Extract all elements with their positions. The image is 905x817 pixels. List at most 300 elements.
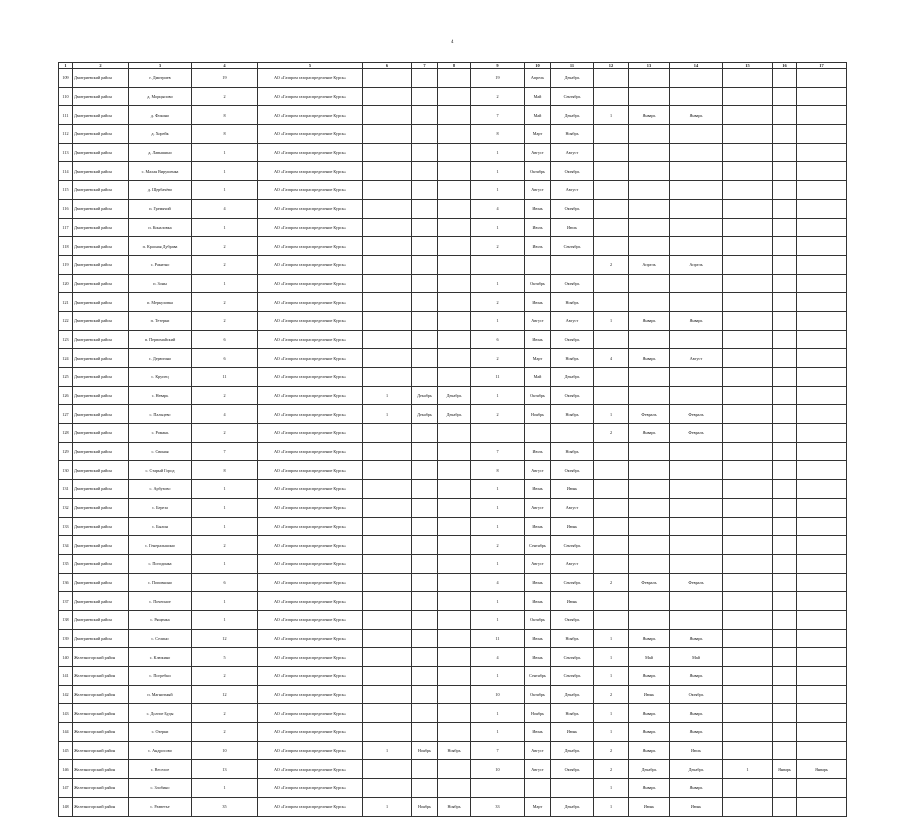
table-cell: Октябрь [551, 199, 594, 218]
table-cell [363, 685, 412, 704]
table-cell [629, 442, 670, 461]
table-cell [797, 648, 847, 667]
table-cell [412, 349, 438, 368]
table-cell [670, 536, 723, 555]
table-cell: 1 [471, 498, 525, 517]
table-cell [594, 87, 629, 106]
table-cell: Июнь [525, 293, 551, 312]
table-cell [797, 573, 847, 592]
table-cell [594, 368, 629, 387]
table-cell: АО «Газпром газораспределение Курск» [258, 685, 363, 704]
table-cell: 2 [192, 723, 258, 742]
table-cell [412, 293, 438, 312]
table-row [59, 667, 847, 686]
table-cell: Дмитриевский район [73, 218, 129, 237]
table-cell [438, 461, 471, 480]
table-cell: Дмитриевский район [73, 368, 129, 387]
table-cell [670, 274, 723, 293]
table-cell: Август [670, 349, 723, 368]
table-cell: г. Дмитриев [129, 69, 192, 88]
table-cell: 7 [471, 741, 525, 760]
table-cell [773, 554, 797, 573]
table-cell: АО «Газпром газораспределение Курск» [258, 667, 363, 686]
table-cell [594, 554, 629, 573]
table-cell [412, 330, 438, 349]
table-cell [670, 69, 723, 88]
table-cell [797, 461, 847, 480]
table-row [59, 237, 847, 256]
table-cell [723, 143, 773, 162]
table-cell [594, 293, 629, 312]
table-cell: Железногорский район [73, 723, 129, 742]
table-cell [438, 480, 471, 499]
table-cell: 117 [59, 218, 73, 237]
table-cell [594, 237, 629, 256]
table-cell: Декабрь [551, 368, 594, 387]
table-row [59, 255, 847, 274]
table-cell [797, 368, 847, 387]
table-cell: Февраль [629, 405, 670, 424]
table-cell: Август [525, 741, 551, 760]
table-cell: АО «Газпром газораспределение Курск» [258, 461, 363, 480]
table-cell [438, 760, 471, 779]
table-cell: с. Пальцево [129, 405, 192, 424]
table-cell: Октябрь [551, 461, 594, 480]
table-cell: АО «Газпром газораспределение Курск» [258, 648, 363, 667]
table-cell: 1 [471, 723, 525, 742]
table-cell [670, 125, 723, 144]
table-cell: АО «Газпром газораспределение Курск» [258, 779, 363, 798]
table-cell [412, 536, 438, 555]
table-cell: Дмитриевский район [73, 386, 129, 405]
table-cell: АО «Газпром газораспределение Курск» [258, 274, 363, 293]
table-cell: 129 [59, 442, 73, 461]
table-cell: 11 [471, 368, 525, 387]
table-cell [797, 667, 847, 686]
table-cell [773, 330, 797, 349]
table-cell: Октябрь [551, 330, 594, 349]
table-cell [670, 293, 723, 312]
table-cell [723, 797, 773, 816]
table-cell [438, 536, 471, 555]
table-cell: АО «Газпром газораспределение Курск» [258, 255, 363, 274]
table-cell: Октябрь [525, 610, 551, 629]
table-cell: п. Меркуловка [129, 293, 192, 312]
table-cell [412, 87, 438, 106]
table-cell [670, 610, 723, 629]
table-cell: 1 [594, 648, 629, 667]
table-cell [723, 330, 773, 349]
table-cell: 1 [192, 610, 258, 629]
table-cell [363, 125, 412, 144]
table-cell: 1 [192, 517, 258, 536]
table-cell [723, 685, 773, 704]
table-cell [363, 143, 412, 162]
table-cell: Дмитриевский район [73, 442, 129, 461]
table-cell: Октябрь [551, 610, 594, 629]
table-cell [438, 87, 471, 106]
table-cell: Железногорский район [73, 760, 129, 779]
table-cell: д. Лавышино [129, 143, 192, 162]
table-cell: с. Андросово [129, 741, 192, 760]
table-cell: Дмитриевский район [73, 629, 129, 648]
table-cell: Июль [525, 218, 551, 237]
table-cell: Июнь [629, 797, 670, 816]
table-cell: Октябрь [670, 685, 723, 704]
table-cell: Январь [670, 311, 723, 330]
table-cell [670, 87, 723, 106]
table-cell: Август [525, 498, 551, 517]
table-cell: Январь [629, 779, 670, 798]
table-cell: с. Дерюгино [129, 349, 192, 368]
table-cell [723, 218, 773, 237]
table-cell [773, 405, 797, 424]
table-cell: д. Хорейк [129, 125, 192, 144]
table-cell [797, 424, 847, 443]
table-cell: 119 [59, 255, 73, 274]
table-cell [670, 554, 723, 573]
table-row [59, 442, 847, 461]
table-cell [438, 125, 471, 144]
table-cell [438, 106, 471, 125]
table-cell: 2 [192, 311, 258, 330]
table-cell: 8 [192, 461, 258, 480]
table-cell [797, 218, 847, 237]
table-cell [773, 424, 797, 443]
table-cell: д. Щербачёво [129, 181, 192, 200]
table-cell: 1 [471, 386, 525, 405]
table-cell [438, 498, 471, 517]
table-cell: с. Поповкино [129, 573, 192, 592]
table-cell [363, 368, 412, 387]
table-cell: 138 [59, 610, 73, 629]
table-cell [797, 405, 847, 424]
table-cell: Дмитриевский район [73, 517, 129, 536]
table-cell: Сентябрь [551, 667, 594, 686]
table-cell [594, 442, 629, 461]
table-cell: Дмитриевский район [73, 274, 129, 293]
table-cell: АО «Газпром газораспределение Курск» [258, 330, 363, 349]
table-cell: Август [551, 143, 594, 162]
table-cell: Август [551, 554, 594, 573]
table-cell: 1 [192, 274, 258, 293]
table-cell [438, 667, 471, 686]
table-cell [797, 106, 847, 125]
table-cell [773, 293, 797, 312]
table-cell: 1 [471, 667, 525, 686]
table-cell [773, 274, 797, 293]
table-cell: Январь [629, 424, 670, 443]
table-cell [629, 592, 670, 611]
table-cell: Июнь [525, 330, 551, 349]
table-cell [438, 685, 471, 704]
table-cell [723, 424, 773, 443]
table-cell [412, 704, 438, 723]
table-cell [773, 498, 797, 517]
table-cell: 1 [594, 106, 629, 125]
table-cell [551, 255, 594, 274]
table-cell [629, 293, 670, 312]
table-cell: 4 [594, 349, 629, 368]
table-cell [773, 349, 797, 368]
table-cell [773, 69, 797, 88]
table-cell [438, 311, 471, 330]
table-cell: 6 [471, 330, 525, 349]
table-cell: 10 [471, 685, 525, 704]
table-cell: Железногорский район [73, 779, 129, 798]
table-cell [594, 274, 629, 293]
table-row [59, 143, 847, 162]
table-cell: Дмитриевский район [73, 255, 129, 274]
table-cell: Железногорский район [73, 797, 129, 816]
table-cell: п. Первомайский [129, 330, 192, 349]
table-cell [723, 311, 773, 330]
table-cell: Железногорский район [73, 685, 129, 704]
table-cell: Январь [670, 723, 723, 742]
table-cell: Июнь [525, 648, 551, 667]
table-cell [723, 125, 773, 144]
table-cell [670, 480, 723, 499]
table-cell [629, 368, 670, 387]
table-cell [773, 704, 797, 723]
table-cell [773, 106, 797, 125]
table-cell [438, 779, 471, 798]
table-cell [412, 667, 438, 686]
table-cell: п. Тетерки [129, 311, 192, 330]
table-cell: 1 [363, 797, 412, 816]
table-cell [723, 741, 773, 760]
table-cell [723, 554, 773, 573]
table-row [59, 461, 847, 480]
table-cell [363, 517, 412, 536]
table-cell: Ноябрь [551, 293, 594, 312]
table-row [59, 293, 847, 312]
table-cell: АО «Газпром газораспределение Курск» [258, 162, 363, 181]
table-cell [594, 592, 629, 611]
table-cell [363, 424, 412, 443]
table-cell [363, 480, 412, 499]
table-cell: 1 [594, 405, 629, 424]
table-cell: Март [525, 125, 551, 144]
table-cell [723, 442, 773, 461]
table-cell [363, 162, 412, 181]
table-row [59, 87, 847, 106]
table-cell: 111 [59, 106, 73, 125]
table-cell: 1 [471, 311, 525, 330]
table-cell [438, 274, 471, 293]
table-cell: Июль [525, 442, 551, 461]
table-cell [594, 143, 629, 162]
table-cell [471, 255, 525, 274]
table-cell: с. Былин [129, 517, 192, 536]
table-cell: АО «Газпром газораспределение Курск» [258, 723, 363, 742]
table-cell: Дмитриевский район [73, 330, 129, 349]
table-cell [629, 330, 670, 349]
table-cell [797, 311, 847, 330]
table-cell: д. Морцыпово [129, 87, 192, 106]
table-cell: 8 [192, 106, 258, 125]
column-header: 17 [797, 63, 847, 69]
table-cell [670, 237, 723, 256]
table-cell: 147 [59, 779, 73, 798]
table-cell: Дмитриевский район [73, 405, 129, 424]
table-cell: 2 [192, 255, 258, 274]
table-cell: Декабрь [551, 741, 594, 760]
table-cell: Дмитриевский район [73, 237, 129, 256]
table-cell [629, 218, 670, 237]
table-cell: АО «Газпром газораспределение Курск» [258, 106, 363, 125]
table-cell [412, 592, 438, 611]
table-cell [797, 517, 847, 536]
table-cell [797, 386, 847, 405]
table-cell: Июнь [525, 199, 551, 218]
table-cell: Декабрь [551, 797, 594, 816]
table-cell: 13 [192, 760, 258, 779]
table-cell [412, 610, 438, 629]
table-cell: 2 [471, 405, 525, 424]
table-cell [629, 498, 670, 517]
table-cell [525, 779, 551, 798]
table-cell: Январь [670, 779, 723, 798]
table-cell: АО «Газпром газораспределение Курск» [258, 536, 363, 555]
table-cell [797, 610, 847, 629]
table-cell [723, 106, 773, 125]
table-cell: Декабрь [551, 69, 594, 88]
table-cell [438, 610, 471, 629]
table-cell [797, 629, 847, 648]
table-cell [629, 199, 670, 218]
table-cell: 1 [471, 592, 525, 611]
table-cell: 122 [59, 311, 73, 330]
table-cell [797, 162, 847, 181]
table-cell: с. Береза [129, 498, 192, 517]
table-cell: 141 [59, 667, 73, 686]
table-cell [773, 461, 797, 480]
table-cell: с. Малая Вирушенка [129, 162, 192, 181]
table-cell: 2 [192, 237, 258, 256]
table-row [59, 517, 847, 536]
table-cell: Июнь [525, 517, 551, 536]
table-cell [797, 87, 847, 106]
table-cell [773, 536, 797, 555]
table-cell [773, 87, 797, 106]
table-cell: Июнь [629, 685, 670, 704]
table-cell: АО «Газпром газораспределение Курск» [258, 237, 363, 256]
table-cell: Дмитриевский район [73, 536, 129, 555]
table-cell: Октябрь [525, 274, 551, 293]
table-cell [412, 424, 438, 443]
table-cell [670, 517, 723, 536]
table-cell: Февраль [670, 424, 723, 443]
table-cell [723, 480, 773, 499]
table-cell [773, 797, 797, 816]
table-cell: 1 [594, 311, 629, 330]
table-cell [438, 181, 471, 200]
table-cell: Апрель [629, 255, 670, 274]
table-cell [797, 143, 847, 162]
table-cell: АО «Газпром газораспределение Курск» [258, 442, 363, 461]
table-row [59, 349, 847, 368]
table-cell [363, 723, 412, 742]
table-cell: Август [525, 311, 551, 330]
table-cell: 144 [59, 723, 73, 742]
table-cell: 8 [471, 125, 525, 144]
table-cell: Июль [551, 218, 594, 237]
table-cell [412, 573, 438, 592]
table-cell [773, 218, 797, 237]
table-cell: 132 [59, 498, 73, 517]
table-cell [773, 779, 797, 798]
table-cell: Февраль [670, 573, 723, 592]
table-cell: Ноябрь [412, 741, 438, 760]
table-cell: 2 [192, 536, 258, 555]
table-cell [412, 199, 438, 218]
table-cell [594, 181, 629, 200]
table-cell [723, 592, 773, 611]
table-cell: Сентябрь [551, 237, 594, 256]
table-cell [670, 461, 723, 480]
table-cell: Январь [629, 311, 670, 330]
table-cell: 6 [192, 330, 258, 349]
table-cell: Август [525, 143, 551, 162]
table-cell: 135 [59, 554, 73, 573]
table-cell: 112 [59, 125, 73, 144]
table-cell [412, 480, 438, 499]
table-cell [594, 330, 629, 349]
table-cell: 139 [59, 629, 73, 648]
table-cell: Январь [629, 704, 670, 723]
table-cell: Дмитриевский район [73, 106, 129, 125]
table-cell [363, 498, 412, 517]
table-cell: 11 [471, 629, 525, 648]
table-cell: 114 [59, 162, 73, 181]
table-cell [412, 162, 438, 181]
table-row [59, 629, 847, 648]
table-cell: 7 [471, 106, 525, 125]
table-cell [723, 517, 773, 536]
table-cell [773, 480, 797, 499]
table-cell [438, 255, 471, 274]
table-cell: Июнь [525, 629, 551, 648]
table-cell: 1 [471, 704, 525, 723]
table-cell: 120 [59, 274, 73, 293]
table-cell [412, 554, 438, 573]
table-cell: Декабрь [551, 106, 594, 125]
table-cell [363, 779, 412, 798]
table-cell: Дмитриевский район [73, 311, 129, 330]
table-cell [670, 199, 723, 218]
table-row [59, 592, 847, 611]
table-row [59, 424, 847, 443]
table-cell: с. Романь [129, 424, 192, 443]
table-cell: Ноябрь [551, 349, 594, 368]
table-cell: 1 [192, 779, 258, 798]
table-cell: 110 [59, 87, 73, 106]
table-cell [412, 629, 438, 648]
table-cell: Железногорский район [73, 648, 129, 667]
table-cell: п. Коналовка [129, 218, 192, 237]
table-cell: Сентябрь [551, 573, 594, 592]
table-cell [363, 461, 412, 480]
table-cell: 140 [59, 648, 73, 667]
table-cell: Август [551, 181, 594, 200]
table-row [59, 106, 847, 125]
table-cell: Май [525, 106, 551, 125]
table-row [59, 779, 847, 798]
column-header: 5 [258, 63, 363, 69]
table-cell [438, 162, 471, 181]
table-cell: Дмитриевский район [73, 610, 129, 629]
